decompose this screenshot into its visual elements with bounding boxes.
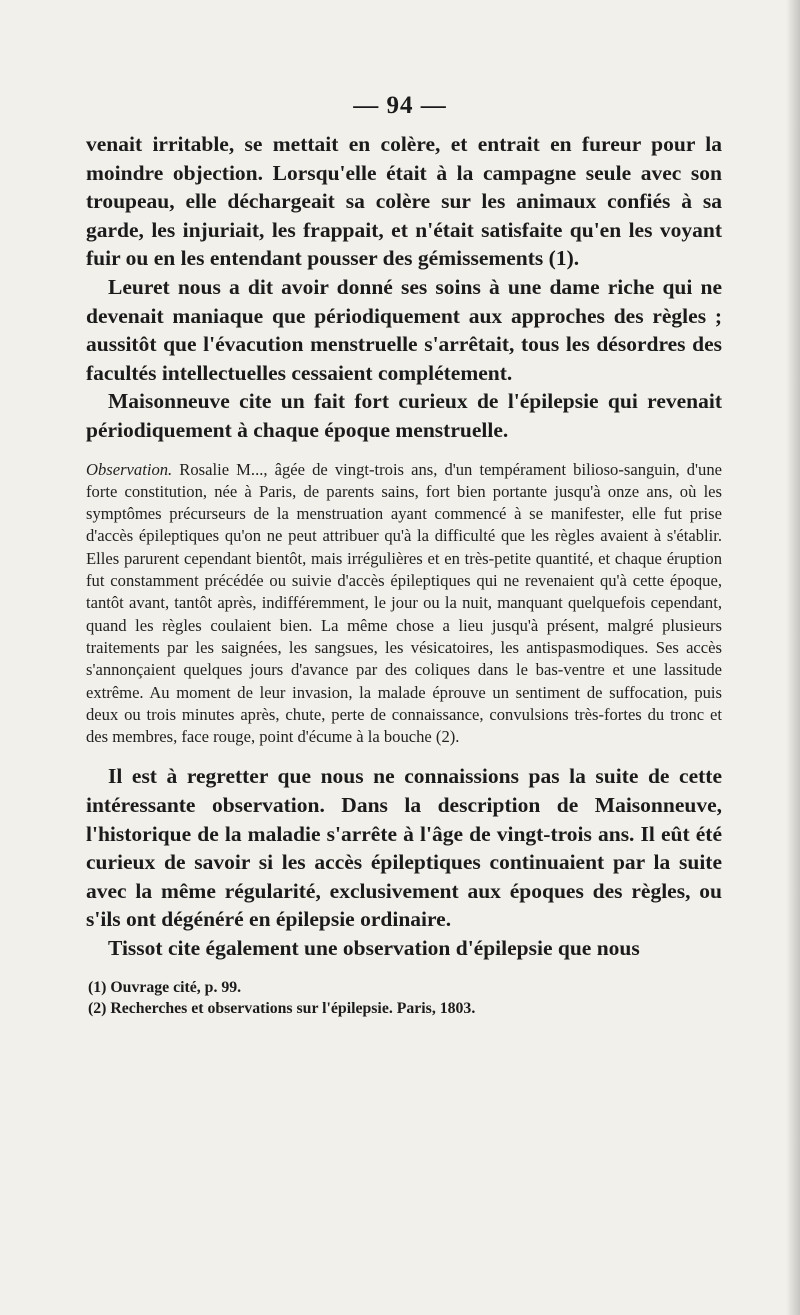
page-edge-shadow [786,0,800,1315]
page-body [86,130,722,1019]
paragraph-maisonneuve: Maisonneuve cite un fait fort curieux de l'épilepsie qui revenait périodiquement à chaque époque menstruelle. [86,389,722,442]
footnotes [86,977,722,1019]
footnote-1: (1) Ouvrage cité, p. 99. [88,978,242,996]
page-number-header: — 94 — [353,92,447,119]
footnote-2: (2) Recherches et observations sur l'épilepsie. Paris, 1803. [88,999,476,1017]
paragraph-leuret: Leuret nous a dit avoir donné ses soins à une dame riche qui ne devenait maniaque que périodiquement aux approches des règles ; aussitôt que l'évacution menstruelle s'arrêtait, tous les désordres des facultés intellectuelles cessaient complétement. [86,274,722,385]
observation-label: Observation. [86,459,173,479]
paragraph-regret: Il est à regretter que nous ne connaissions pas la suite de cette intéressante observation. Dans la description de Maisonneuve, l'historique de la maladie s'arrête à l'âge de vingt-trois ans. Il eût été curieux de savoir si les accès épileptiques continuaient par la suite avec la même régularité, exclusivement aux époques des règles, ou s'ils ont dégénéré en épilepsie ordinaire. [86,764,722,932]
observation-block [86,459,722,749]
paragraph-tissot: Tissot cite également une observation d'épilepsie que nous [108,935,640,960]
observation-text: Rosalie M..., âgée de vingt-trois ans, d'un tempérament bilioso-sanguin, d'une forte constitution, née à Paris, de parents sains, fort bien portante jusqu'à onze ans, où les symptômes précurseurs de la menstruation ayant commencé à se manifester, elle fut prise d'accès épileptiques qu'on ne peut attribuer qu'à la difficulté que les règles avaient à s'établir. Elles parurent cependant bientôt, mais irrégulières et en très-petite quantité, et chaque éruption fut constamment précédée ou suivie d'accès épileptiques qui ne revenaient qu'à cette époque, tantôt avant, tantôt après, indifféremment, le jour ou la nuit, manquant quelquefois cependant, quand les règles coulaient bien. La même chose a lieu jusqu'à présent, malgré plusieurs traitements par les saignées, les sangsues, les vésicatoires, les antispasmodiques. Ses accès s'annonçaient quelques jours d'avance par des coliques dans le bas-ventre et une lassitude extrême. Au moment de leur invasion, la malade éprouve un sentiment de suffocation, puis deux ou trois minutes après, chute, perte de connaissance, convulsions très-fortes du tronc et des membres, face rouge, point d'écume à la bouche (2). [86,459,722,747]
paragraph-1: venait irritable, se mettait en colère, et entrait en fureur pour la moindre objection. Lorsqu'elle était à la campagne seule avec son troupeau, elle déchargeait sa colère sur les animaux confiés à sa garde, les injuriait, les frappait, et n'était satisfaite qu'en les voyant fuir ou en les entendant pousser des gémissements (1). [86,132,722,271]
